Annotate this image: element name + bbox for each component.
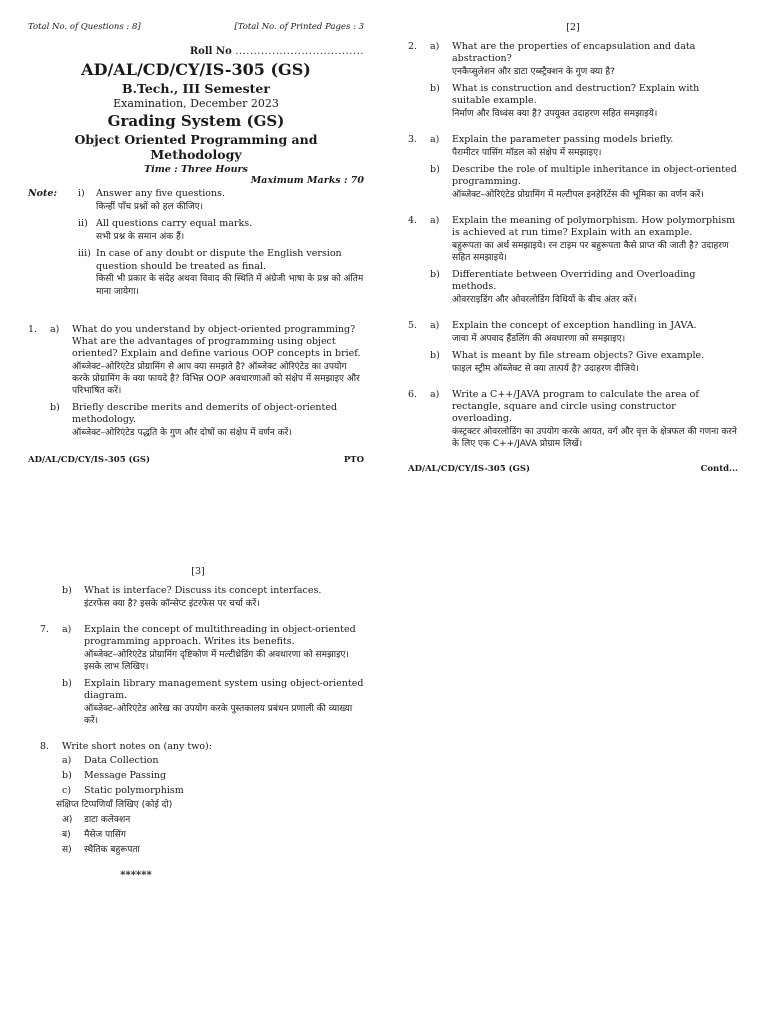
question-number bbox=[28, 402, 50, 439]
question-text-hi: पैरामीटर पासिंग मॉडल को संक्षेप में समझाइए। bbox=[452, 148, 602, 158]
question-text-en: Write short notes on (any two): bbox=[62, 741, 212, 752]
question-number: 3. bbox=[408, 134, 418, 145]
question-text-hi: निर्माण और विध्वंस क्या है? उपयुक्त उदाहरण सहित समझाइये। bbox=[452, 109, 658, 119]
footer-pto: PTO bbox=[343, 455, 364, 465]
question-part: a) bbox=[430, 134, 440, 145]
question-item bbox=[28, 678, 364, 727]
footer-code: AD/AL/CD/CY/IS-305 (GS) bbox=[28, 455, 151, 465]
note-en: All questions carry equal marks. bbox=[96, 218, 253, 229]
exam: Examination, December 2023 bbox=[113, 97, 279, 110]
question-text-en: Briefly describe merits and demerits of object-oriented methodology. bbox=[72, 402, 338, 425]
question-8 bbox=[28, 741, 364, 753]
note-hi: किन्हीं पाँच प्रश्नों को हल कीजिए। bbox=[96, 201, 204, 212]
question-part: b) bbox=[430, 164, 440, 175]
question-1b bbox=[28, 402, 364, 439]
question-text-hi: बहुरूपता का अर्थ समझाइये। रन टाइम पर बहुरूपता कैसे प्राप्त की जाती है? उदाहरण सहित समझाइये। bbox=[452, 241, 729, 263]
question-text-hi: जावा में अपवाद हैंडलिंग की अवधारणा को समझाइए। bbox=[452, 334, 626, 344]
note-en: In case of any doubt or dispute the English version question should be treated as final. bbox=[96, 248, 342, 272]
note-en: Answer any five questions. bbox=[96, 188, 225, 199]
paper-code: AD/AL/CD/CY/IS-305 (GS) bbox=[81, 60, 311, 79]
question-part: b) bbox=[430, 83, 440, 94]
question-text-hi: फाइल स्ट्रीम ऑब्जेक्ट से क्या तात्पर्य है? उदाहरण दीजिये। bbox=[452, 364, 639, 374]
note-num: iii) bbox=[78, 248, 91, 259]
list-item: b) Message Passing bbox=[62, 770, 167, 781]
list-item: c) Static polymorphism bbox=[62, 785, 184, 796]
list-item: a) Data Collection bbox=[62, 755, 159, 766]
question-text-en: Differentiate between Overriding and Overloading methods. bbox=[452, 269, 696, 292]
question-part: a) bbox=[62, 624, 72, 635]
list-item: अ) डाटा कलेक्शन bbox=[62, 815, 131, 825]
question-part: b) bbox=[430, 269, 440, 280]
question-number: 5. bbox=[408, 320, 418, 331]
question-text-hi: ऑब्जेक्ट–ओरिएंटेड आरेख का उपयोग करके पुस्तकालय प्रबंधन प्रणाली की व्याख्या करें। bbox=[84, 704, 353, 726]
note-hi: सभी प्रश्न के समान अंक हैं। bbox=[96, 231, 185, 242]
question-item bbox=[408, 269, 738, 306]
question-text-hi: कंस्ट्रक्टर ओवरलोडिंग का उपयोग करके आयत, वर्ग और वृत्त के क्षेत्रफल की गणना करने के लिए एक C++/JAVA प्रोग्राम लिखें। bbox=[452, 427, 737, 449]
question-text-en: Explain the parameter passing models briefly. bbox=[452, 134, 674, 145]
question-part: a) bbox=[430, 320, 440, 331]
question-text-en: What is meant by file stream objects? Give example. bbox=[452, 350, 705, 361]
subject: Object Oriented Programming and Methodology bbox=[74, 132, 318, 162]
question-text-hi: ऑब्जेक्ट–ओरिएंटेड पद्धति के गुण और दोषों का संक्षेप में वर्णन करें। bbox=[72, 428, 292, 438]
question-item bbox=[28, 624, 364, 673]
question-text-en: What are the properties of encapsulation and data abstraction? bbox=[452, 41, 696, 64]
short-notes-list bbox=[28, 753, 364, 858]
question-text-hi: एनकैप्सुलेशन और डाटा एब्स्ट्रैक्शन के गुण क्या है? bbox=[452, 67, 615, 77]
list-item: स) स्थैतिक बहुरूपता bbox=[62, 845, 140, 855]
question-text-hi: ऑब्जेक्ट–ओरिएंटेड प्रोग्रामिंग से आप क्या समझते है? ऑब्जेक्ट ओरिएंटेड का उपयोग करके प्रोग्रामिंग के क्या फायदे है? विभिन्न OOP अवधारणाओं को संक्षेप में समझाइए और परिभाषित करें। bbox=[72, 362, 360, 396]
question-number bbox=[40, 678, 62, 727]
question-part: a) bbox=[430, 389, 440, 400]
question-text-en: What is construction and destruction? Explain with suitable example. bbox=[452, 83, 700, 106]
question-number: 7. bbox=[40, 624, 50, 635]
question-number: 8. bbox=[40, 741, 50, 752]
header-row bbox=[28, 22, 364, 32]
question-text-en: Explain the concept of exception handling in JAVA. bbox=[452, 320, 697, 331]
question-part: b) bbox=[430, 350, 440, 361]
question-item bbox=[408, 134, 738, 159]
page-number: [2] bbox=[566, 22, 580, 33]
question-item bbox=[408, 350, 738, 375]
question-item bbox=[408, 41, 738, 78]
question-part: b) bbox=[50, 402, 60, 413]
roll-no bbox=[28, 46, 364, 57]
question-number bbox=[408, 164, 430, 201]
page-number: [3] bbox=[191, 566, 205, 577]
grading-system: Grading System (GS) bbox=[107, 112, 285, 130]
question-number: 4. bbox=[408, 215, 418, 226]
question-text-en: What do you understand by object-oriented programming? What are the advantages of programming using object oriented? Explain and define various OOP concepts in brief. bbox=[72, 324, 361, 359]
page-1 bbox=[28, 22, 364, 465]
footer-code: AD/AL/CD/CY/IS-305 (GS) bbox=[408, 464, 531, 474]
question-number bbox=[408, 350, 430, 375]
note-hi: किसी भी प्रकार के संदेह अथवा विवाद की स्थिति में अंग्रेजी भाषा के प्रश्न को अंतिम माना जायेगा। bbox=[96, 274, 364, 297]
note-label: Note: bbox=[28, 188, 57, 199]
question-item bbox=[28, 585, 364, 610]
question-text-hi: ऑब्जेक्ट–ओरिएंटेड प्रोग्रामिंग दृष्टिकोण में मल्टीथ्रेडिंग की अवधारणा को समझाइए। इसके लाभ लिखिए। bbox=[84, 650, 349, 672]
list-item: ब) मैसेज पासिंग bbox=[62, 830, 126, 840]
question-part: b) bbox=[62, 678, 72, 689]
course: B.Tech., III Semester bbox=[122, 81, 270, 96]
question-number bbox=[408, 269, 430, 306]
question-part: a) bbox=[430, 41, 440, 52]
question-number bbox=[408, 83, 430, 120]
question-text-hi: ओवरराइडिंग और ओवरलोडिंग विधियों के बीच अंतर करें। bbox=[452, 295, 637, 305]
question-text-en: What is interface? Discuss its concept interfaces. bbox=[84, 585, 322, 596]
question-number: 6. bbox=[408, 389, 418, 400]
time: Time : Three Hours bbox=[144, 164, 248, 175]
question-number: 1. bbox=[28, 324, 38, 335]
question-number bbox=[40, 585, 62, 610]
page-2 bbox=[408, 22, 738, 474]
question-1a bbox=[28, 324, 364, 397]
question-item bbox=[408, 164, 738, 201]
footer-contd: Contd... bbox=[700, 464, 738, 474]
question-text-hi: इंटरफेस क्या है? इसके कॉन्सेप्ट इंटरफेस पर चर्चा करें। bbox=[84, 599, 260, 609]
question-text-hi: ऑब्जेक्ट–ओरिएंटेड प्रोग्रामिंग में मल्टीपल इनहेरिटेंस की भूमिका का वर्णन करें। bbox=[452, 190, 704, 200]
question-text-en: Describe the role of multiple inheritance in object-oriented programming. bbox=[452, 164, 737, 187]
total-pages: [Total No. of Printed Pages : 3 bbox=[234, 22, 364, 32]
page-footer bbox=[28, 455, 364, 465]
note-num: ii) bbox=[78, 218, 88, 229]
end-marker: ****** bbox=[120, 870, 152, 881]
question-text-hi: संक्षिप्त टिप्पणियाँ लिखिए (कोई दो) bbox=[56, 800, 173, 810]
note-num: i) bbox=[78, 188, 85, 199]
roll-no-label: Roll No bbox=[189, 46, 232, 57]
question-text-en: Explain the meaning of polymorphism. How polymorphism is achieved at run time? Explain with an example. bbox=[452, 215, 736, 238]
max-marks: Maximum Marks : 70 bbox=[250, 175, 364, 186]
question-part: a) bbox=[430, 215, 440, 226]
question-part: a) bbox=[50, 324, 60, 335]
question-text-en: Write a C++/JAVA program to calculate the area of rectangle, square and circle using constructor overloading. bbox=[452, 389, 699, 424]
question-part: b) bbox=[62, 585, 72, 596]
page-3 bbox=[28, 566, 364, 881]
question-number: 2. bbox=[408, 41, 418, 52]
question-text-en: Explain the concept of multithreading in object-oriented programming approach. Writes its benefits. bbox=[84, 624, 356, 647]
question-item bbox=[408, 83, 738, 120]
question-text-en: Explain library management system using object-oriented diagram. bbox=[84, 678, 364, 701]
notes bbox=[28, 188, 364, 298]
total-questions: Total No. of Questions : 8] bbox=[28, 22, 141, 32]
page-footer bbox=[408, 464, 738, 474]
question-item bbox=[408, 320, 738, 345]
roll-no-dots: ................................... bbox=[235, 46, 364, 57]
question-item bbox=[408, 215, 738, 264]
question-item bbox=[408, 389, 738, 450]
